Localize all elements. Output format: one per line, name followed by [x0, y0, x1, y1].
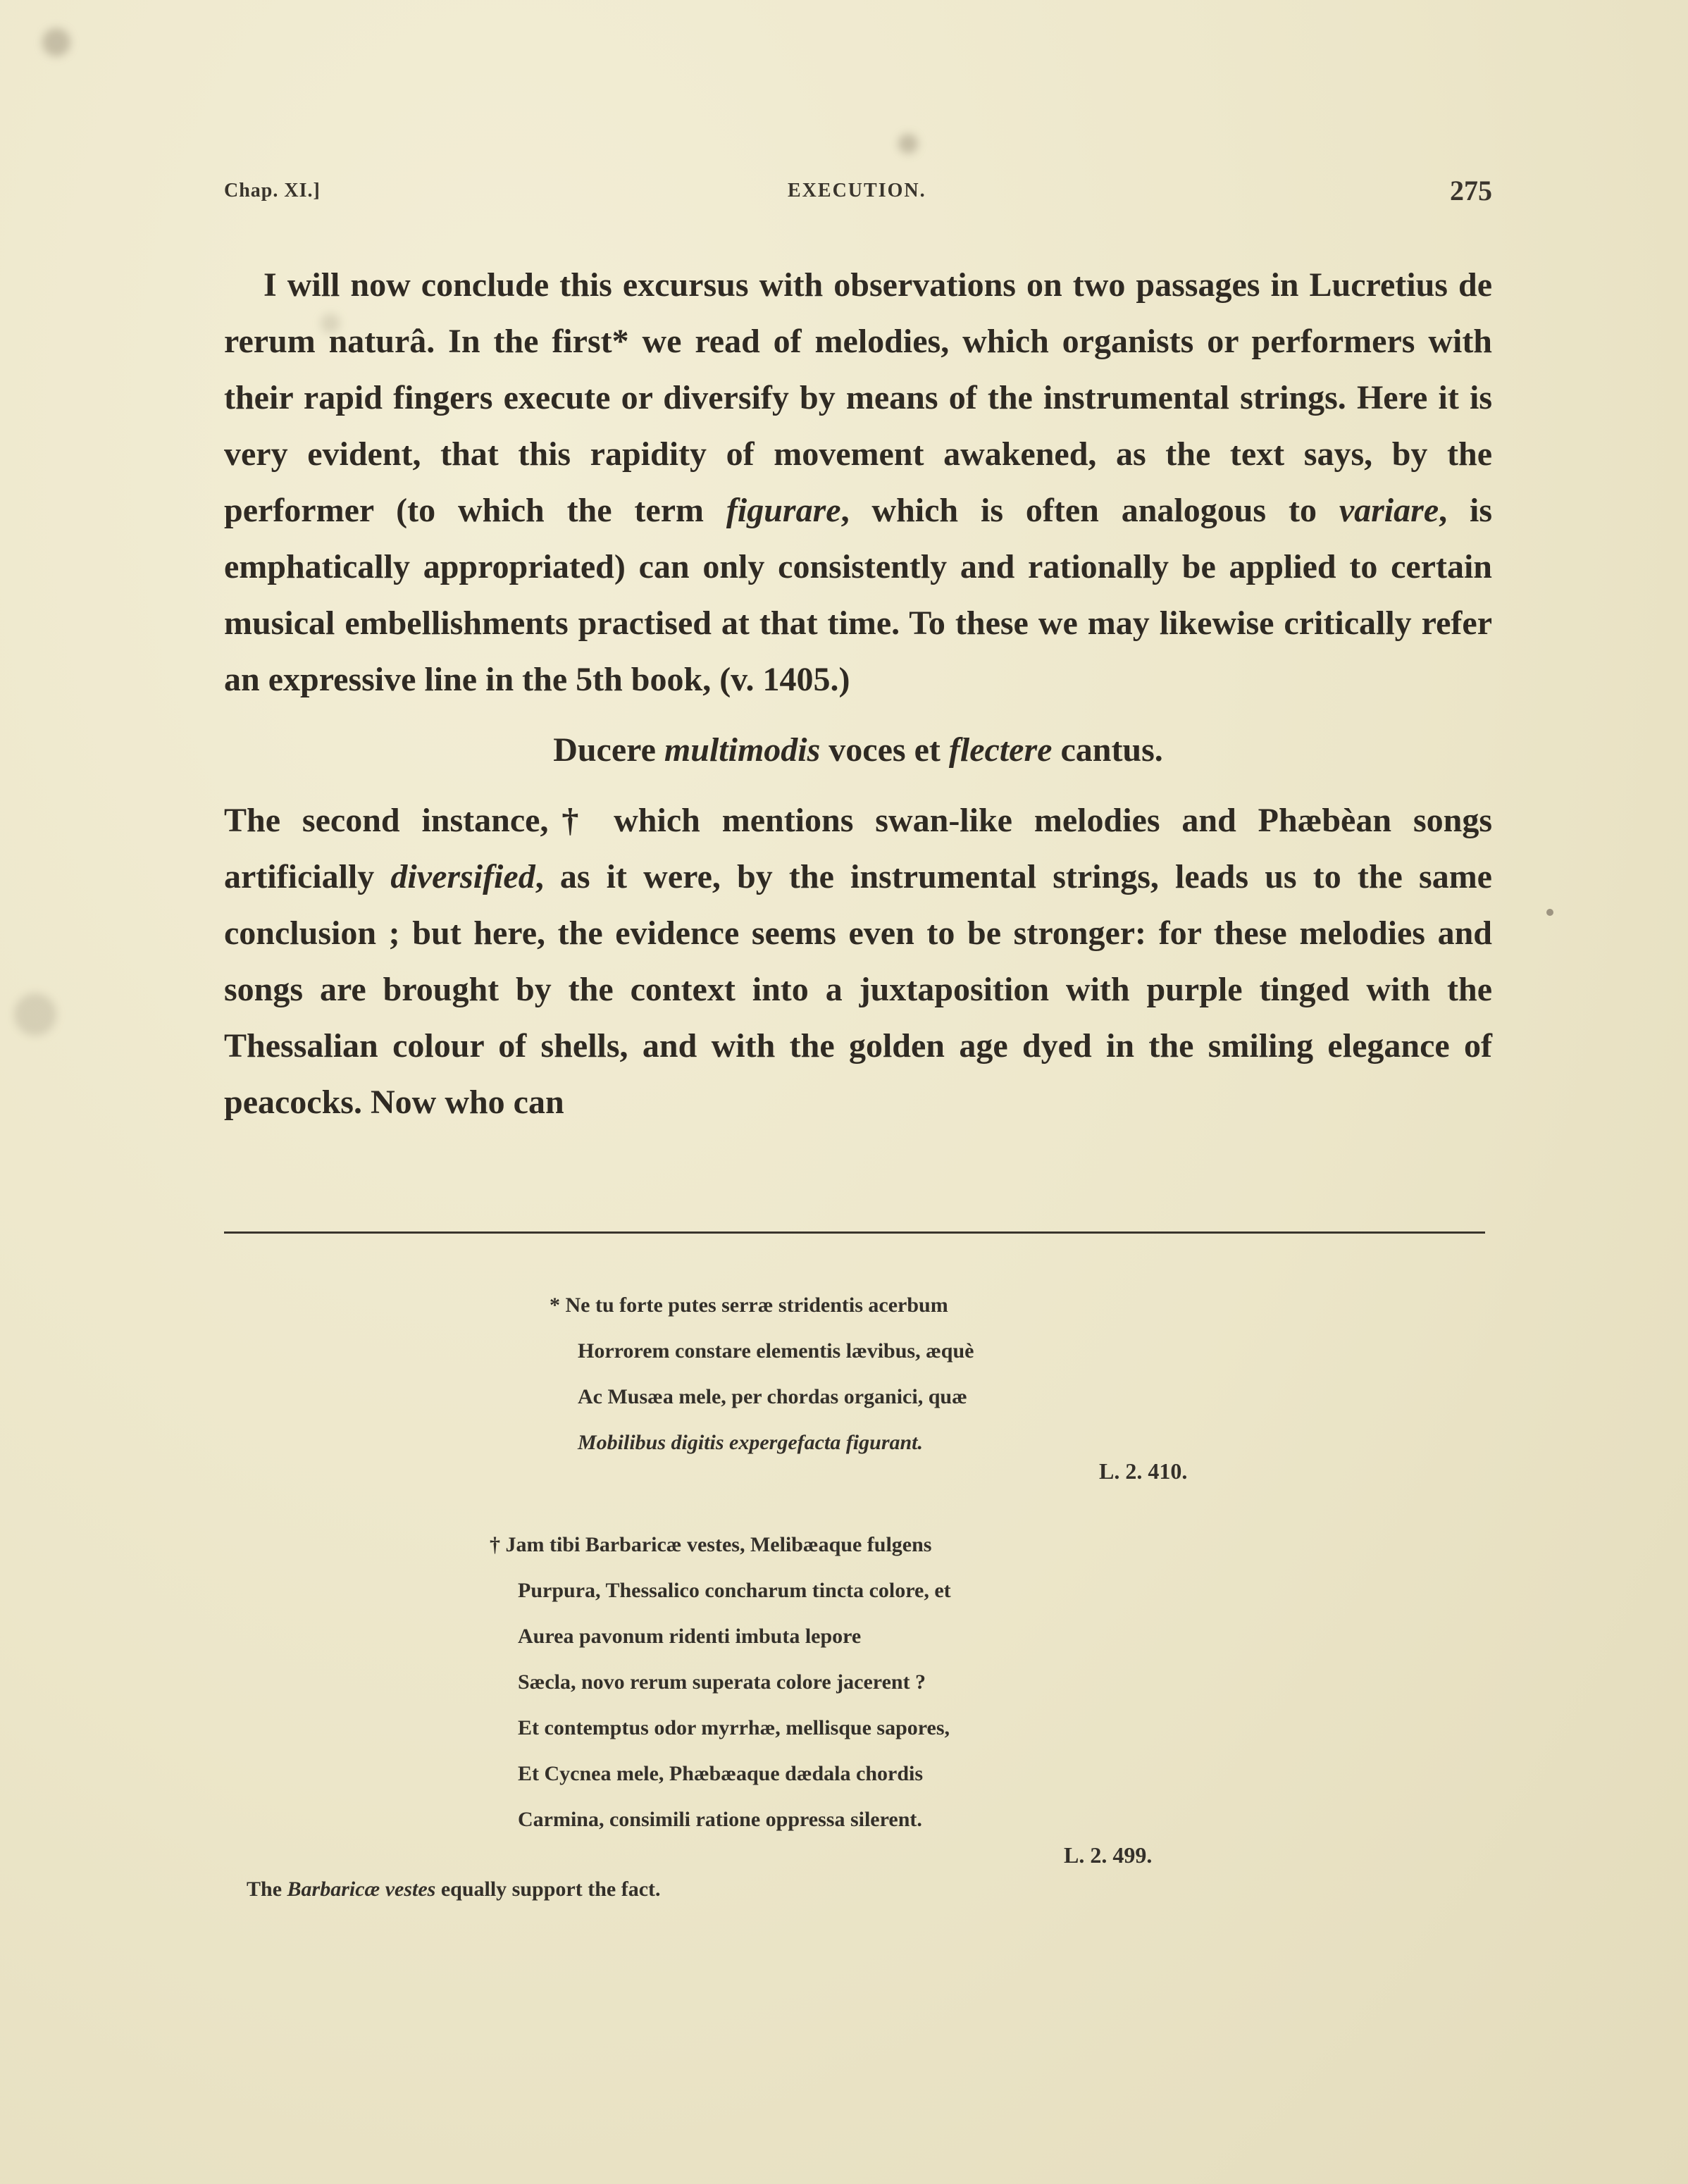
stain-spot	[42, 28, 70, 56]
page-number: 275	[1450, 175, 1492, 206]
footnote-line: Et Cycnea mele, Phæbæaque dædala chordis	[518, 1762, 924, 1785]
footnote-1-reference: L. 2. 410.	[1099, 1458, 1188, 1484]
italic-term: multimodis	[664, 731, 821, 769]
footnote-2	[490, 1522, 951, 1842]
text-run: , is emphatically appropriated) can only consistently and rationally be applied to certain musical embellishments practised at that time. To these we may likewise critically refer an expressive line in the 5th book, (v. 1405.)	[224, 492, 1493, 698]
italic-term: diversified	[390, 858, 535, 895]
footnote-line: Aurea pavonum ridenti imbuta lepore	[518, 1625, 862, 1648]
italic-term: flectere	[948, 731, 1053, 769]
footnote-line: Sæcla, novo rerum superata colore jacerent ?	[518, 1670, 926, 1694]
section-title: EXECUTION.	[788, 180, 926, 201]
text-run: voces et	[820, 731, 949, 769]
footnote-line: Ac Musæa mele, per chordas organici, quæ	[578, 1385, 967, 1408]
footnote-line: † Jam tibi Barbaricæ vestes, Melibæaque fulgens	[490, 1533, 932, 1556]
footnote-line: Horrorem constare elementis lævibus, æquè	[578, 1339, 974, 1363]
stain-spot	[1546, 909, 1553, 916]
text-run: , which is often analogous to	[840, 492, 1339, 529]
footnote-line: * Ne tu forte putes serræ stridentis acerbum	[550, 1293, 948, 1317]
stain-spot	[14, 993, 56, 1036]
text-run: I will now conclude this excursus with observations on two passages in Lucretius de rerum naturâ. In the first* we read of melodies, which organists or performers with their rapid fingers execute or diversify by means of the instrumental strings. Here it is very evident, that this rapidity of movement awakened, as the text says, by the performer (to which the term	[224, 266, 1492, 529]
italic-term: variare	[1339, 492, 1439, 529]
quoted-line	[224, 722, 1492, 778]
footnote-1	[550, 1282, 974, 1465]
main-text	[224, 257, 1492, 1131]
paragraph-2	[224, 793, 1492, 1131]
footnote-line: Purpura, Thessalico concharum tincta colore, et	[518, 1579, 951, 1602]
paragraph-1	[224, 257, 1492, 708]
footnote-line: Et contemptus odor myrrhæ, mellisque sapores,	[518, 1716, 950, 1739]
footnote-2-reference: L. 2. 499.	[1064, 1842, 1153, 1868]
stain-spot	[898, 134, 918, 154]
italic-term: Barbaricæ vestes	[287, 1878, 436, 1901]
footnote-line: Carmina, consimili ratione oppressa silerent.	[518, 1808, 922, 1831]
footnote-divider	[224, 1231, 1485, 1234]
text-run: equally support the fact.	[435, 1878, 661, 1901]
text-run: cantus.	[1052, 731, 1163, 769]
running-header	[224, 175, 1492, 215]
text-run: The second instance,† which mentions swan-like melodies and Phæbèan songs artificially	[224, 802, 1492, 895]
footnote-line: Mobilibus digitis expergefacta figurant.	[578, 1431, 924, 1454]
chapter-label: Chap. XI.]	[224, 180, 321, 201]
italic-term: figurare	[726, 492, 841, 529]
text-run: The	[247, 1878, 287, 1901]
text-run: , as it were, by the instrumental strings, leads us to the same conclusion ; but here, the evidence seems even to be stronger: for these melodies and songs are brought by the context into a juxtaposition with purple tinged with the Thessalian colour of shells, and with the golden age dyed in the smiling elegance of peacocks. Now who can	[224, 858, 1492, 1121]
footnote-note	[247, 1878, 661, 1901]
text-run: Ducere	[553, 731, 664, 769]
